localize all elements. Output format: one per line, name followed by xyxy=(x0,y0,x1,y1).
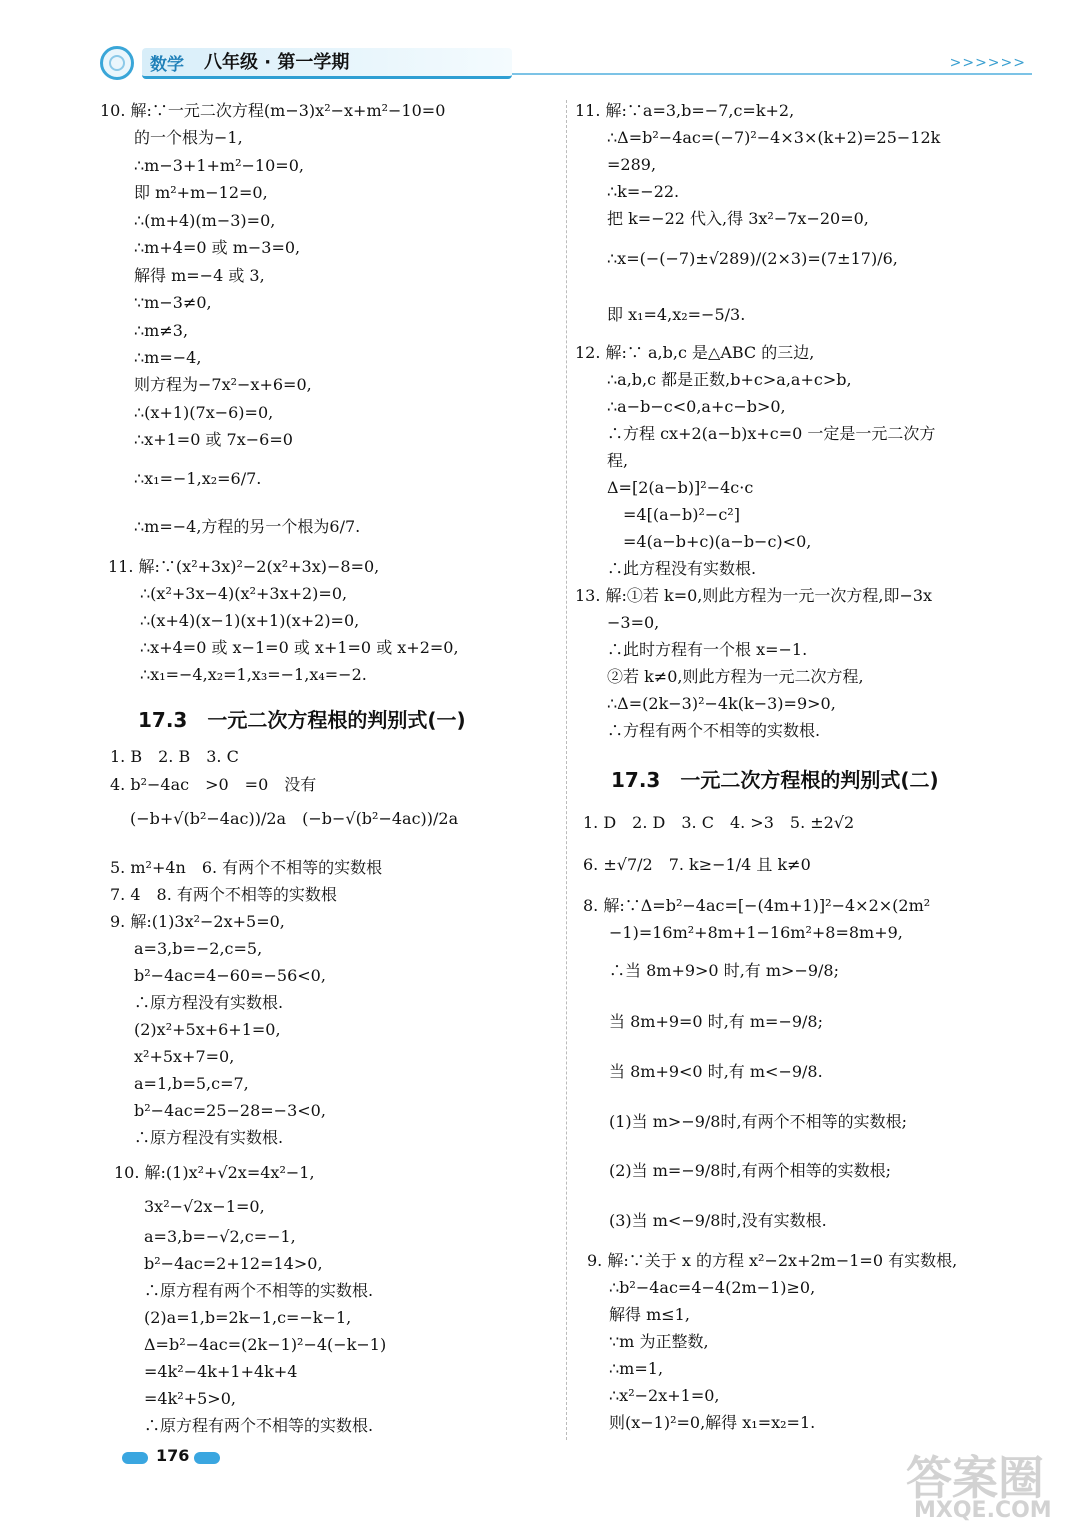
answer-line: 10. 解:(1)x²+√2x=4x²−1, xyxy=(114,1163,315,1182)
answer-line: −1)=16m²+8m+1−16m²+8=8m+9, xyxy=(609,923,903,942)
answer-line: (3)当 m<−9/8时,没有实数根. xyxy=(609,1211,827,1230)
answer-line: (2)当 m=−9/8时,有两个相等的实数根; xyxy=(609,1161,891,1180)
answer-line: ∴x=(−(−7)±√289)/(2×3)=(7±17)/6, xyxy=(607,249,898,268)
answer-line: 的一个根为−1, xyxy=(134,128,243,147)
magnifier-circle-icon xyxy=(100,46,134,80)
answer-line: ∴m≠3, xyxy=(134,321,189,340)
answer-line: ∴当 8m+9>0 时,有 m>−9/8; xyxy=(609,961,839,980)
answer-line: 则(x−1)²=0,解得 x₁=x₂=1. xyxy=(609,1413,816,1432)
answer-line: 12. 解:∵ a,b,c 是△ABC 的三边, xyxy=(575,343,815,362)
answer-line: 7. 4 8. 有两个不相等的实数根 xyxy=(110,885,337,904)
watermark-main-text: 答案圈 xyxy=(906,1451,1044,1505)
formula-line: (−b+√(b²−4ac))/2a (−b−√(b²−4ac))/2a xyxy=(130,809,459,828)
answer-line: ∴原方程没有实数根. xyxy=(134,1128,284,1147)
answer-line: 5. m²+4n 6. 有两个不相等的实数根 xyxy=(110,858,383,877)
answer-line: ∴b²−4ac=4−4(2m−1)≥0, xyxy=(609,1278,816,1297)
answer-line: ∴原方程没有实数根. xyxy=(134,993,284,1012)
answer-line: ∵m 为正整数, xyxy=(609,1332,709,1351)
page-header xyxy=(96,42,1036,84)
answer-line: −3=0, xyxy=(607,613,660,632)
answer-line: a=3,b=−√2,c=−1, xyxy=(144,1227,296,1246)
answer-line: a=3,b=−2,c=5, xyxy=(134,939,263,958)
answer-line: Δ=b²−4ac=(2k−1)²−4(−k−1) xyxy=(144,1335,387,1354)
answer-line: 解得 m=−4 或 3, xyxy=(134,266,265,285)
answer-line: 9. 解:∵关于 x 的方程 x²−2x+2m−1=0 有实数根, xyxy=(587,1251,958,1270)
chevrons-icon: >>>>>> xyxy=(949,55,1026,71)
answer-line: ∴x²−2x+1=0, xyxy=(609,1386,720,1405)
answer-line: ∴x₁=−4,x₂=1,x₃=−1,x₄=−2. xyxy=(140,665,367,684)
answer-line: ∴方程 cx+2(a−b)x+c=0 一定是一元二次方 xyxy=(607,424,936,443)
answer-line: 11. 解:∵(x²+3x)²−2(x²+3x)−8=0, xyxy=(108,557,380,576)
answer-line: ∴原方程有两个不相等的实数根. xyxy=(144,1416,374,1435)
answer-line: =4k²+5>0, xyxy=(144,1389,236,1408)
answer-line: ∴a−b−c<0,a+c−b>0, xyxy=(607,397,786,416)
answer-line: ∴Δ=b²−4ac=(−7)²−4×3×(k+2)=25−12k xyxy=(607,128,941,147)
subject-label: 数学 xyxy=(150,55,184,75)
answer-line: =4k²−4k+1+4k+4 xyxy=(144,1362,298,1381)
answer-line: (1)当 m>−9/8时,有两个不相等的实数根; xyxy=(609,1112,907,1131)
answer-line: b²−4ac=4−60=−56<0, xyxy=(134,966,326,985)
answer-line: 把 k=−22 代入,得 3x²−7x−20=0, xyxy=(607,209,869,228)
section-heading-2: 17.3 一元二次方程根的判别式(二) xyxy=(611,768,939,792)
answer-line: ∴k=−22. xyxy=(607,182,680,201)
answer-line: ∵m−3≠0, xyxy=(134,293,212,312)
answer-line: 4. b²−4ac >0 =0 没有 xyxy=(110,775,317,794)
answer-line: Δ=[2(a−b)]²−4c·c xyxy=(607,478,754,497)
answer-line: ∴Δ=(2k−3)²−4k(k−3)=9>0, xyxy=(607,694,836,713)
answer-line: ∴x+1=0 或 7x−6=0 xyxy=(134,430,293,449)
answer-line: 则方程为−7x²−x+6=0, xyxy=(134,375,312,394)
answer-line: 6. ±√7/2 7. k≥−1/4 且 k≠0 xyxy=(583,855,811,874)
answer-line: ∴m−3+1+m²−10=0, xyxy=(134,156,304,175)
answer-line: ∴m=1, xyxy=(609,1359,664,1378)
answer-line: ∴x+4=0 或 x−1=0 或 x+1=0 或 x+2=0, xyxy=(140,638,459,657)
answer-line: ∴x₁=−1,x₂=6/7. xyxy=(134,469,262,488)
answer-line: ∴方程有两个不相等的实数根. xyxy=(607,721,821,740)
answer-line: ∴此时方程有一个根 x=−1. xyxy=(607,640,808,659)
answer-line: 1. D 2. D 3. C 4. >3 5. ±2√2 xyxy=(583,813,855,832)
footer-right-pill-icon xyxy=(194,1452,220,1464)
answer-line: ∴(x+4)(x−1)(x+1)(x+2)=0, xyxy=(140,611,360,630)
answer-line: 1. B 2. B 3. C xyxy=(110,747,239,766)
answer-line: (2)x²+5x+6+1=0, xyxy=(134,1020,281,1039)
answer-line: x²+5x+7=0, xyxy=(134,1047,235,1066)
answer-line: ∴(m+4)(m−3)=0, xyxy=(134,211,276,230)
column-divider xyxy=(566,100,567,1440)
answer-line: b²−4ac=25−28=−3<0, xyxy=(134,1101,326,1120)
answer-line: ∴(x²+3x−4)(x²+3x+2)=0, xyxy=(140,584,348,603)
answer-line: ∴此方程没有实数根. xyxy=(607,559,757,578)
answer-line: 即 x₁=4,x₂=−5/3. xyxy=(607,305,746,324)
header-rule xyxy=(512,73,1032,75)
answer-line: ∴原方程有两个不相等的实数根. xyxy=(144,1281,374,1300)
answer-line: (2)a=1,b=2k−1,c=−k−1, xyxy=(144,1308,352,1327)
section-heading-1: 17.3 一元二次方程根的判别式(一) xyxy=(138,708,466,732)
answer-line: 即 m²+m−12=0, xyxy=(134,183,268,202)
answer-line: 3x²−√2x−1=0, xyxy=(144,1197,265,1216)
answer-line: 10. 解:∵一元二次方程(m−3)x²−x+m²−10=0 xyxy=(100,101,446,120)
answer-line: a=1,b=5,c=7, xyxy=(134,1074,249,1093)
page-number: 176 xyxy=(156,1446,190,1465)
answer-line: 11. 解:∵a=3,b=−7,c=k+2, xyxy=(575,101,795,120)
grade-term-title: 八年级 · 第一学期 xyxy=(204,52,350,73)
answer-line: 8. 解:∵Δ=b²−4ac=[−(4m+1)]²−4×2×(2m² xyxy=(583,896,931,915)
footer-left-pill-icon xyxy=(122,1452,148,1464)
answer-line: ∴m+4=0 或 m−3=0, xyxy=(134,238,301,257)
answer-line: =4(a−b+c)(a−b−c)<0, xyxy=(623,532,812,551)
answer-line: 当 8m+9=0 时,有 m=−9/8; xyxy=(609,1012,823,1031)
watermark-logo xyxy=(900,1440,1060,1528)
answer-line: ∴m=−4,方程的另一个根为6/7. xyxy=(134,517,361,536)
answer-line: ∴m=−4, xyxy=(134,348,202,367)
answer-line: ②若 k≠0,则此方程为一元二次方程, xyxy=(607,667,864,686)
answer-line: b²−4ac=2+12=14>0, xyxy=(144,1254,323,1273)
watermark-url-text: MXQE.COM xyxy=(914,1498,1052,1523)
answer-line: ∴a,b,c 都是正数,b+c>a,a+c>b, xyxy=(607,370,852,389)
answer-line: 程, xyxy=(607,451,629,470)
answer-line: 解得 m≤1, xyxy=(609,1305,690,1324)
answer-line: =289, xyxy=(607,155,657,174)
answer-line: ∴(x+1)(7x−6)=0, xyxy=(134,403,274,422)
answer-line: 13. 解:①若 k=0,则此方程为一元一次方程,即−3x xyxy=(575,586,933,605)
answer-line: 9. 解:(1)3x²−2x+5=0, xyxy=(110,912,285,931)
answer-line: =4[(a−b)²−c²] xyxy=(623,505,740,524)
answer-line: 当 8m+9<0 时,有 m<−9/8. xyxy=(609,1062,823,1081)
